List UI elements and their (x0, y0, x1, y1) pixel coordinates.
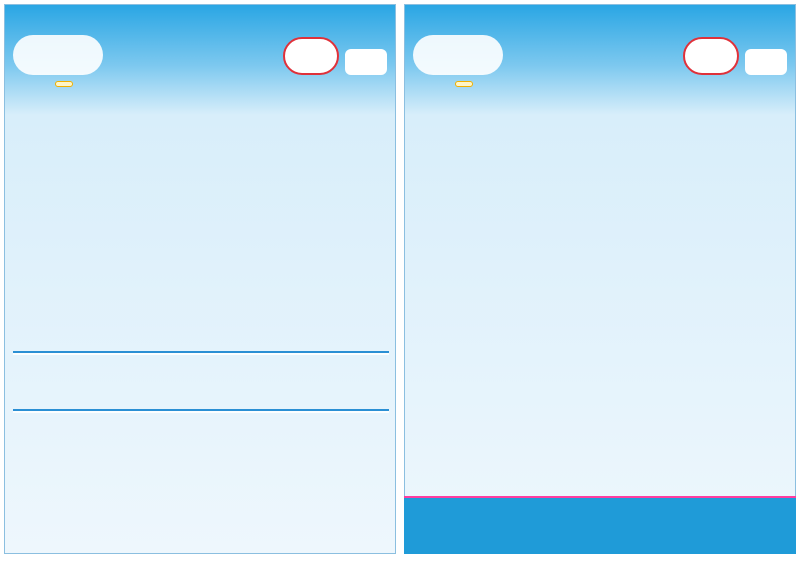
transfer-table (13, 409, 389, 413)
free-travel-table (413, 393, 789, 397)
brand-logo (683, 37, 739, 75)
free-travel-title (413, 393, 789, 397)
cloud-decoration (13, 35, 103, 75)
brand-logo (283, 37, 339, 75)
cloud-decoration (413, 35, 503, 75)
japan-page (4, 4, 396, 554)
visa-table (13, 351, 389, 355)
contact-header (404, 496, 796, 498)
korea-logo (345, 49, 387, 75)
contact-panel (404, 496, 796, 554)
korea-logo (745, 49, 787, 75)
korea-visa-table (413, 451, 789, 455)
korea-visa-title (413, 451, 789, 455)
transfer-note (13, 411, 389, 413)
korea-page (404, 4, 796, 554)
page-title (455, 81, 473, 87)
visa-note (13, 353, 389, 355)
page-title (55, 81, 73, 87)
